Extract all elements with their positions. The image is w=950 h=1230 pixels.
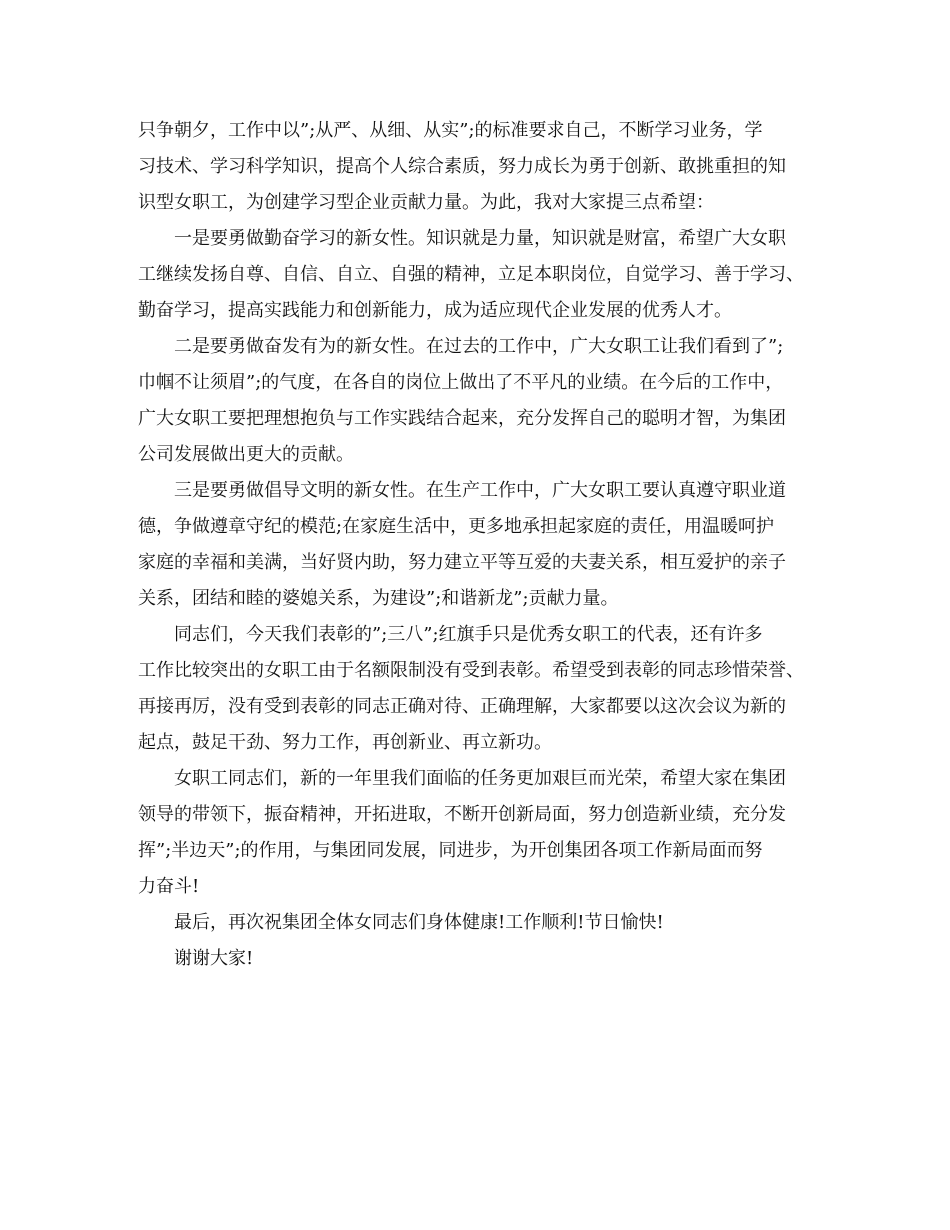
text-line: 挥”;半边天”;的作用，与集团同发展，同进步，为开创集团各项工作新局面而努 [138,840,763,861]
text-line: 工作比较突出的女职工由于名额限制没有受到表彰。希望受到表彰的同志珍惜荣誉、 [138,660,804,681]
text-line: 领导的带领下，振奋精神，开拓进取，不断开创新局面，努力创造新业绩，充分发 [138,804,786,825]
text-line: 巾帼不让须眉”;的气度，在各自的岗位上做出了不平凡的业绩。在今后的工作中， [138,372,784,393]
text-line: 家庭的幸福和美满，当好贤内助，努力建立平等互爱的夫妻关系，相互爱护的亲子 [138,552,786,573]
paragraph-start-line: 二是要勇做奋发有为的新女性。在过去的工作中，广大女职工让我们看到了”; [174,336,784,357]
paragraph-start-line: 谢谢大家! [174,948,254,969]
text-line: 勤奋学习，提高实践能力和创新能力，成为适应现代企业发展的优秀人才。 [138,300,732,321]
paragraph-start-line: 最后，再次祝集团全体女同志们身体健康!工作顺利!节日愉快! [174,912,664,933]
text-line: 习技术、学习科学知识，提高个人综合素质，努力成长为勇于创新、敢挑重担的知 [138,156,786,177]
text-line: 关系，团结和睦的婆媳关系，为建设”;和谐新龙”;贡献力量。 [138,588,619,609]
paragraph-start-line: 三是要勇做倡导文明的新女性。在生产工作中，广大女职工要认真遵守职业道 [174,480,786,501]
text-line: 工继续发扬自尊、自信、自立、自强的精神，立足本职岗位，自觉学习、善于学习、 [138,264,804,285]
text-line: 力奋斗! [138,876,200,897]
text-line: 识型女职工，为创建学习型企业贡献力量。为此，我对大家提三点希望： [138,192,714,213]
text-line: 德，争做遵章守纪的模范;在家庭生活中，更多地承担起家庭的责任，用温暖呵护 [138,516,775,537]
text-line: 公司发展做出更大的贡献。 [138,444,354,465]
paragraph-start-line: 女职工同志们，新的一年里我们面临的任务更加艰巨而光荣，希望大家在集团 [174,768,786,789]
text-line: 广大女职工要把理想抱负与工作实践结合起来，充分发挥自己的聪明才智，为集团 [138,408,786,429]
text-line: 只争朝夕，工作中以”;从严、从细、从实”;的标准要求自己，不断学习业务，学 [138,120,763,141]
document-body [138,113,818,977]
text-line: 起点，鼓足干劲、努力工作，再创新业、再立新功。 [138,732,552,753]
text-line: 再接再厉，没有受到表彰的同志正确对待、正确理解，大家都要以这次会议为新的 [138,696,786,717]
paragraph-start-line: 同志们，今天我们表彰的”;三八”;红旗手只是优秀女职工的代表，还有许多 [174,624,763,645]
paragraph-start-line: 一是要勇做勤奋学习的新女性。知识就是力量，知识就是财富，希望广大女职 [174,228,786,249]
